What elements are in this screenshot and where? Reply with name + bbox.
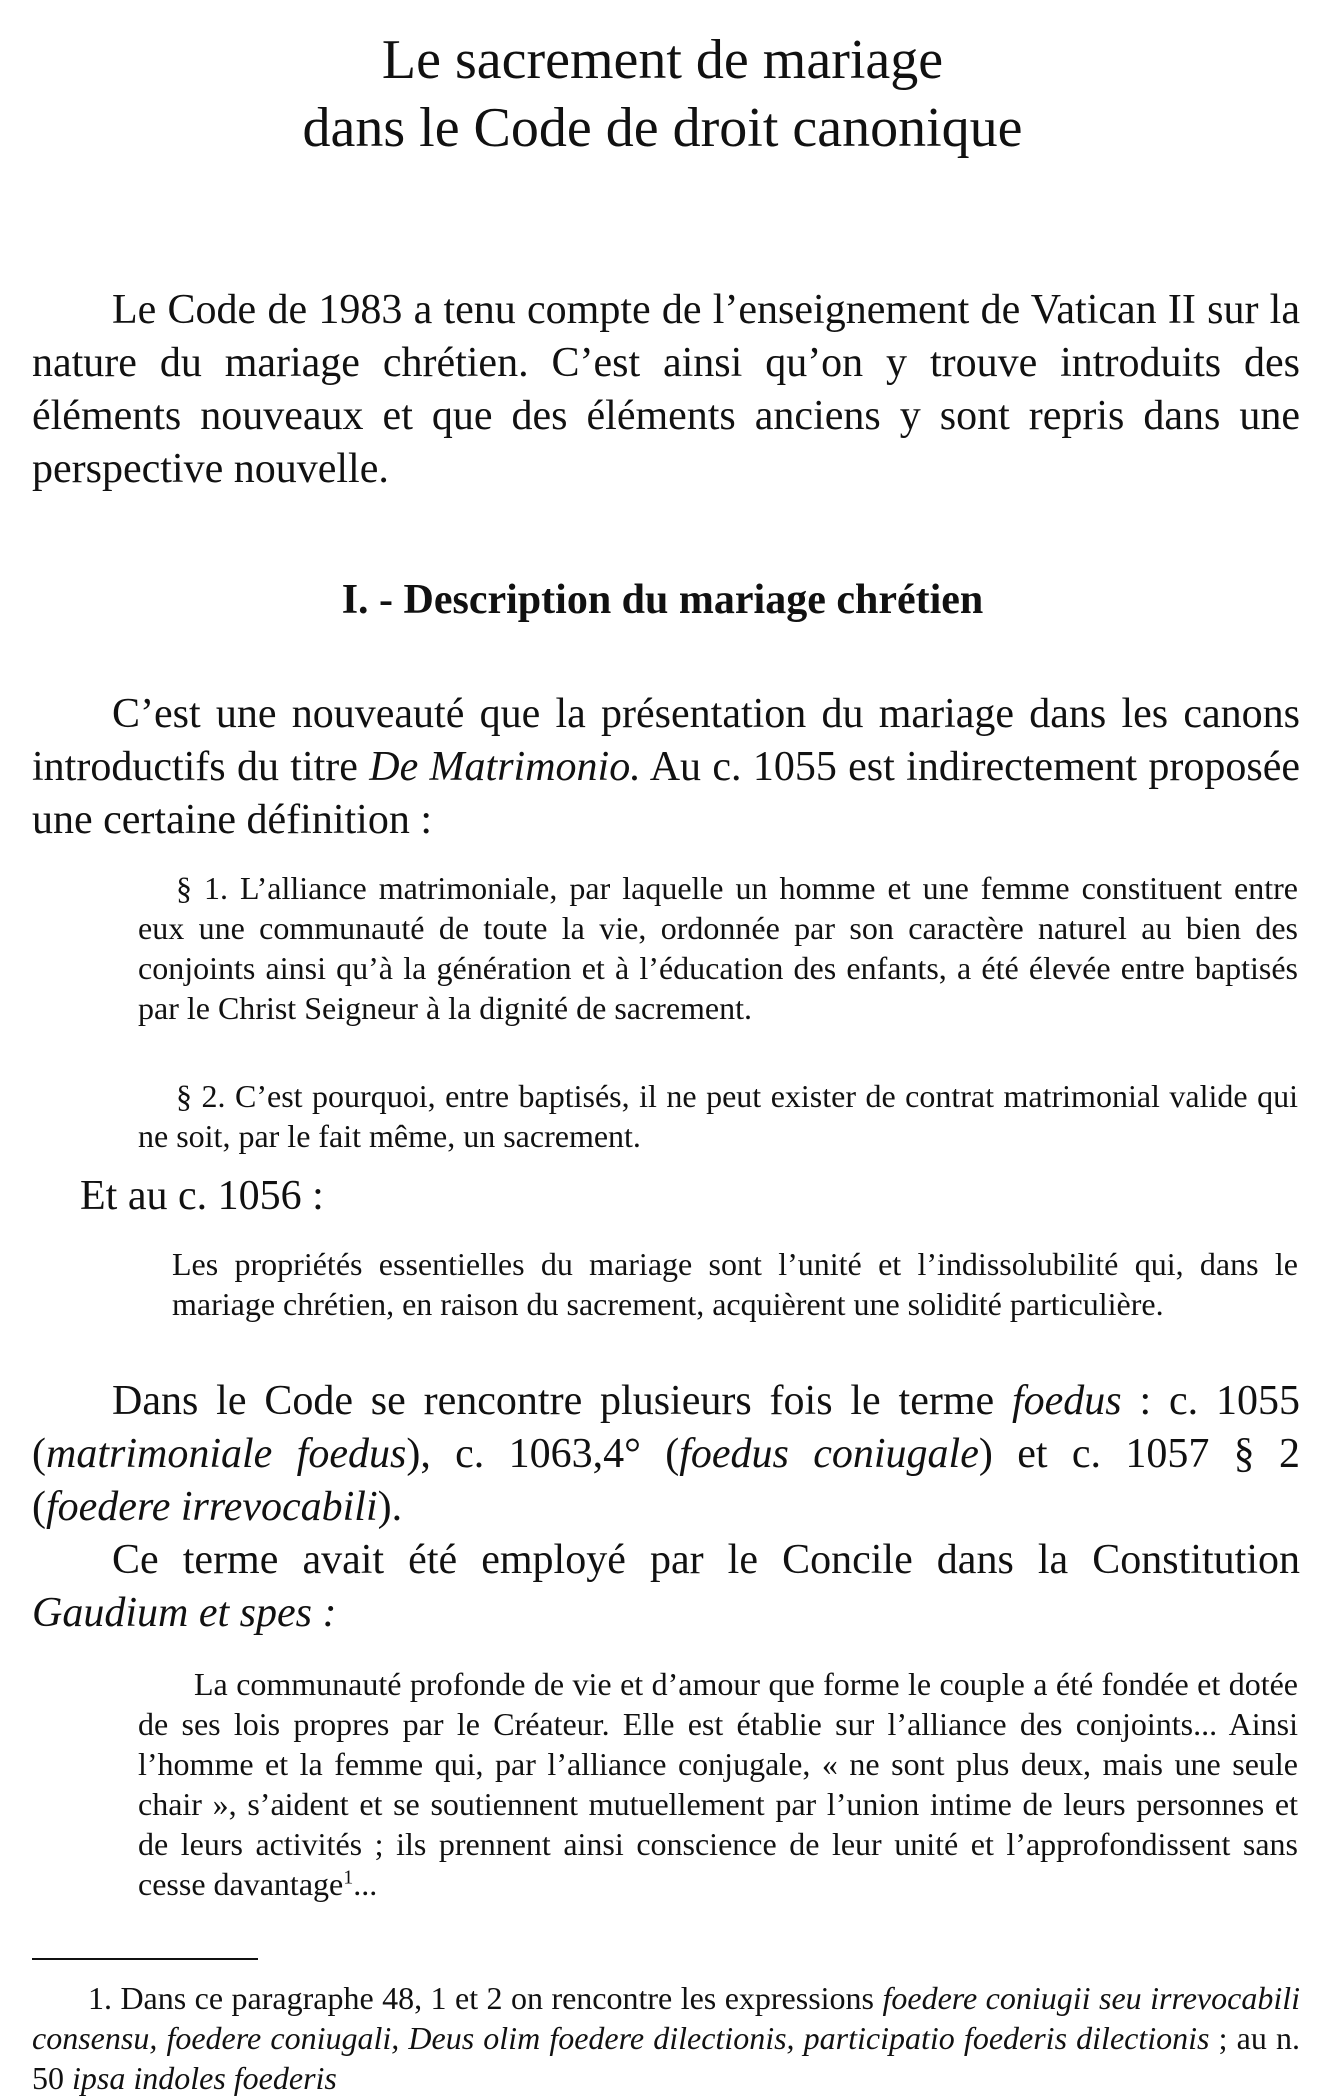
footnote-reference[interactable]: 1 — [343, 1866, 354, 1889]
footnote-text: ; au n. 50 — [32, 2020, 1301, 2096]
canon-1056-intro: Et au c. 1056 : — [80, 1173, 324, 1219]
paragraph-text: ). — [377, 1484, 403, 1530]
section-heading: I. - Description du mariage chrétien — [341, 577, 984, 623]
latin-term-italic: foedus — [1012, 1378, 1122, 1424]
intro-paragraph: Le Code de 1983 a tenu compte de l’enseignement de Vatican II sur la nature du mariage chrétien. C’est ainsi qu’on y trouve introduits des éléments nouveaux et que des éléments anciens y sont repris dans une perspective nouvelle. — [32, 287, 1300, 492]
quote-gaudium-et-spes — [138, 1664, 1298, 1904]
document-title-line-2: dans le Code de droit canonique — [302, 97, 1023, 159]
footnote-rule — [32, 1958, 258, 1960]
work-title-italic: De Matrimonio. — [369, 744, 641, 790]
latin-term-italic: foedus coniugale — [679, 1431, 979, 1477]
quote-text: La communauté profonde de vie et d’amour que forme le couple a été fondée et dotée de ses lois propres par le Créateur. Elle est établie sur l’alliance des conjoints... Ainsi l’homme et la femme qui, par l’alliance conjugale, « ne sont plus deux, mais une seule chair », s’aident et se soutiennent mutuellement par l’union intime de leurs personnes et de leurs activités ; ils prennent ainsi conscience de leur unité et l’approfondissent sans cesse davantage — [138, 1666, 1298, 1902]
paragraph-text: Au c. 1055 est indirectement proposée une certaine définition : — [32, 744, 1300, 843]
paragraph-text: : c. 1055 ( — [32, 1378, 1300, 1477]
paragraph-concile — [32, 1534, 1300, 1640]
latin-term-italic: foedere coniugii seu irrevocabili consensu, foedere coniugali, Deus olim foedere dilectionis, participatio foederis dilectionis — [32, 1980, 1301, 2056]
work-title-italic: Gaudium et spes : — [32, 1590, 337, 1636]
paragraph-foedus — [32, 1375, 1300, 1534]
document-title-line-1: Le sacrement de mariage — [381, 29, 944, 91]
quote-canon-1056: Les propriétés essentielles du mariage sont l’unité et l’indissolubilité qui, dans le mariage chrétien, en raison du sacrement, acquièrent une solidité particulière. — [172, 1246, 1298, 1322]
paragraph-text: C’est une nouveauté que la présentation du mariage dans les canons introductifs du titre — [32, 691, 1300, 790]
paragraph-canon-1055 — [32, 688, 1300, 847]
latin-term-italic: matrimoniale foedus — [46, 1431, 407, 1477]
paragraph-text: Ce terme avait été employé par le Concile dans la Constitution — [112, 1537, 1300, 1583]
latin-term-italic: foedere irrevocabili — [46, 1484, 378, 1530]
footnote-text: 1. Dans ce paragraphe 48, 1 et 2 on rencontre les expressions — [88, 1980, 883, 2016]
quote-canon-1055-section-2: § 2. C’est pourquoi, entre baptisés, il ne peut exister de contrat matrimonial valide qui ne soit, par le fait même, un sacrement. — [138, 1078, 1298, 1154]
footnote-1 — [32, 1978, 1300, 2098]
paragraph-text: Dans le Code se rencontre plusieurs fois le terme — [112, 1378, 1012, 1424]
latin-term-italic: ipsa indoles foederis — [72, 2060, 337, 2096]
paragraph-text: ) et c. 1057 § 2 ( — [32, 1431, 1300, 1530]
paragraph-text: ), c. 1063,4° ( — [406, 1431, 680, 1477]
quote-ellipsis: ... — [353, 1866, 378, 1902]
quote-canon-1055-section-1: § 1. L’alliance matrimoniale, par laquelle un homme et une femme constituent entre eux une communauté de toute la vie, ordonnée par son caractère naturel au bien des conjoints ainsi qu’à la génération et à l’éducation des enfants, a été élevée entre baptisés par le Christ Seigneur à la dignité de sacrement. — [138, 870, 1298, 1026]
